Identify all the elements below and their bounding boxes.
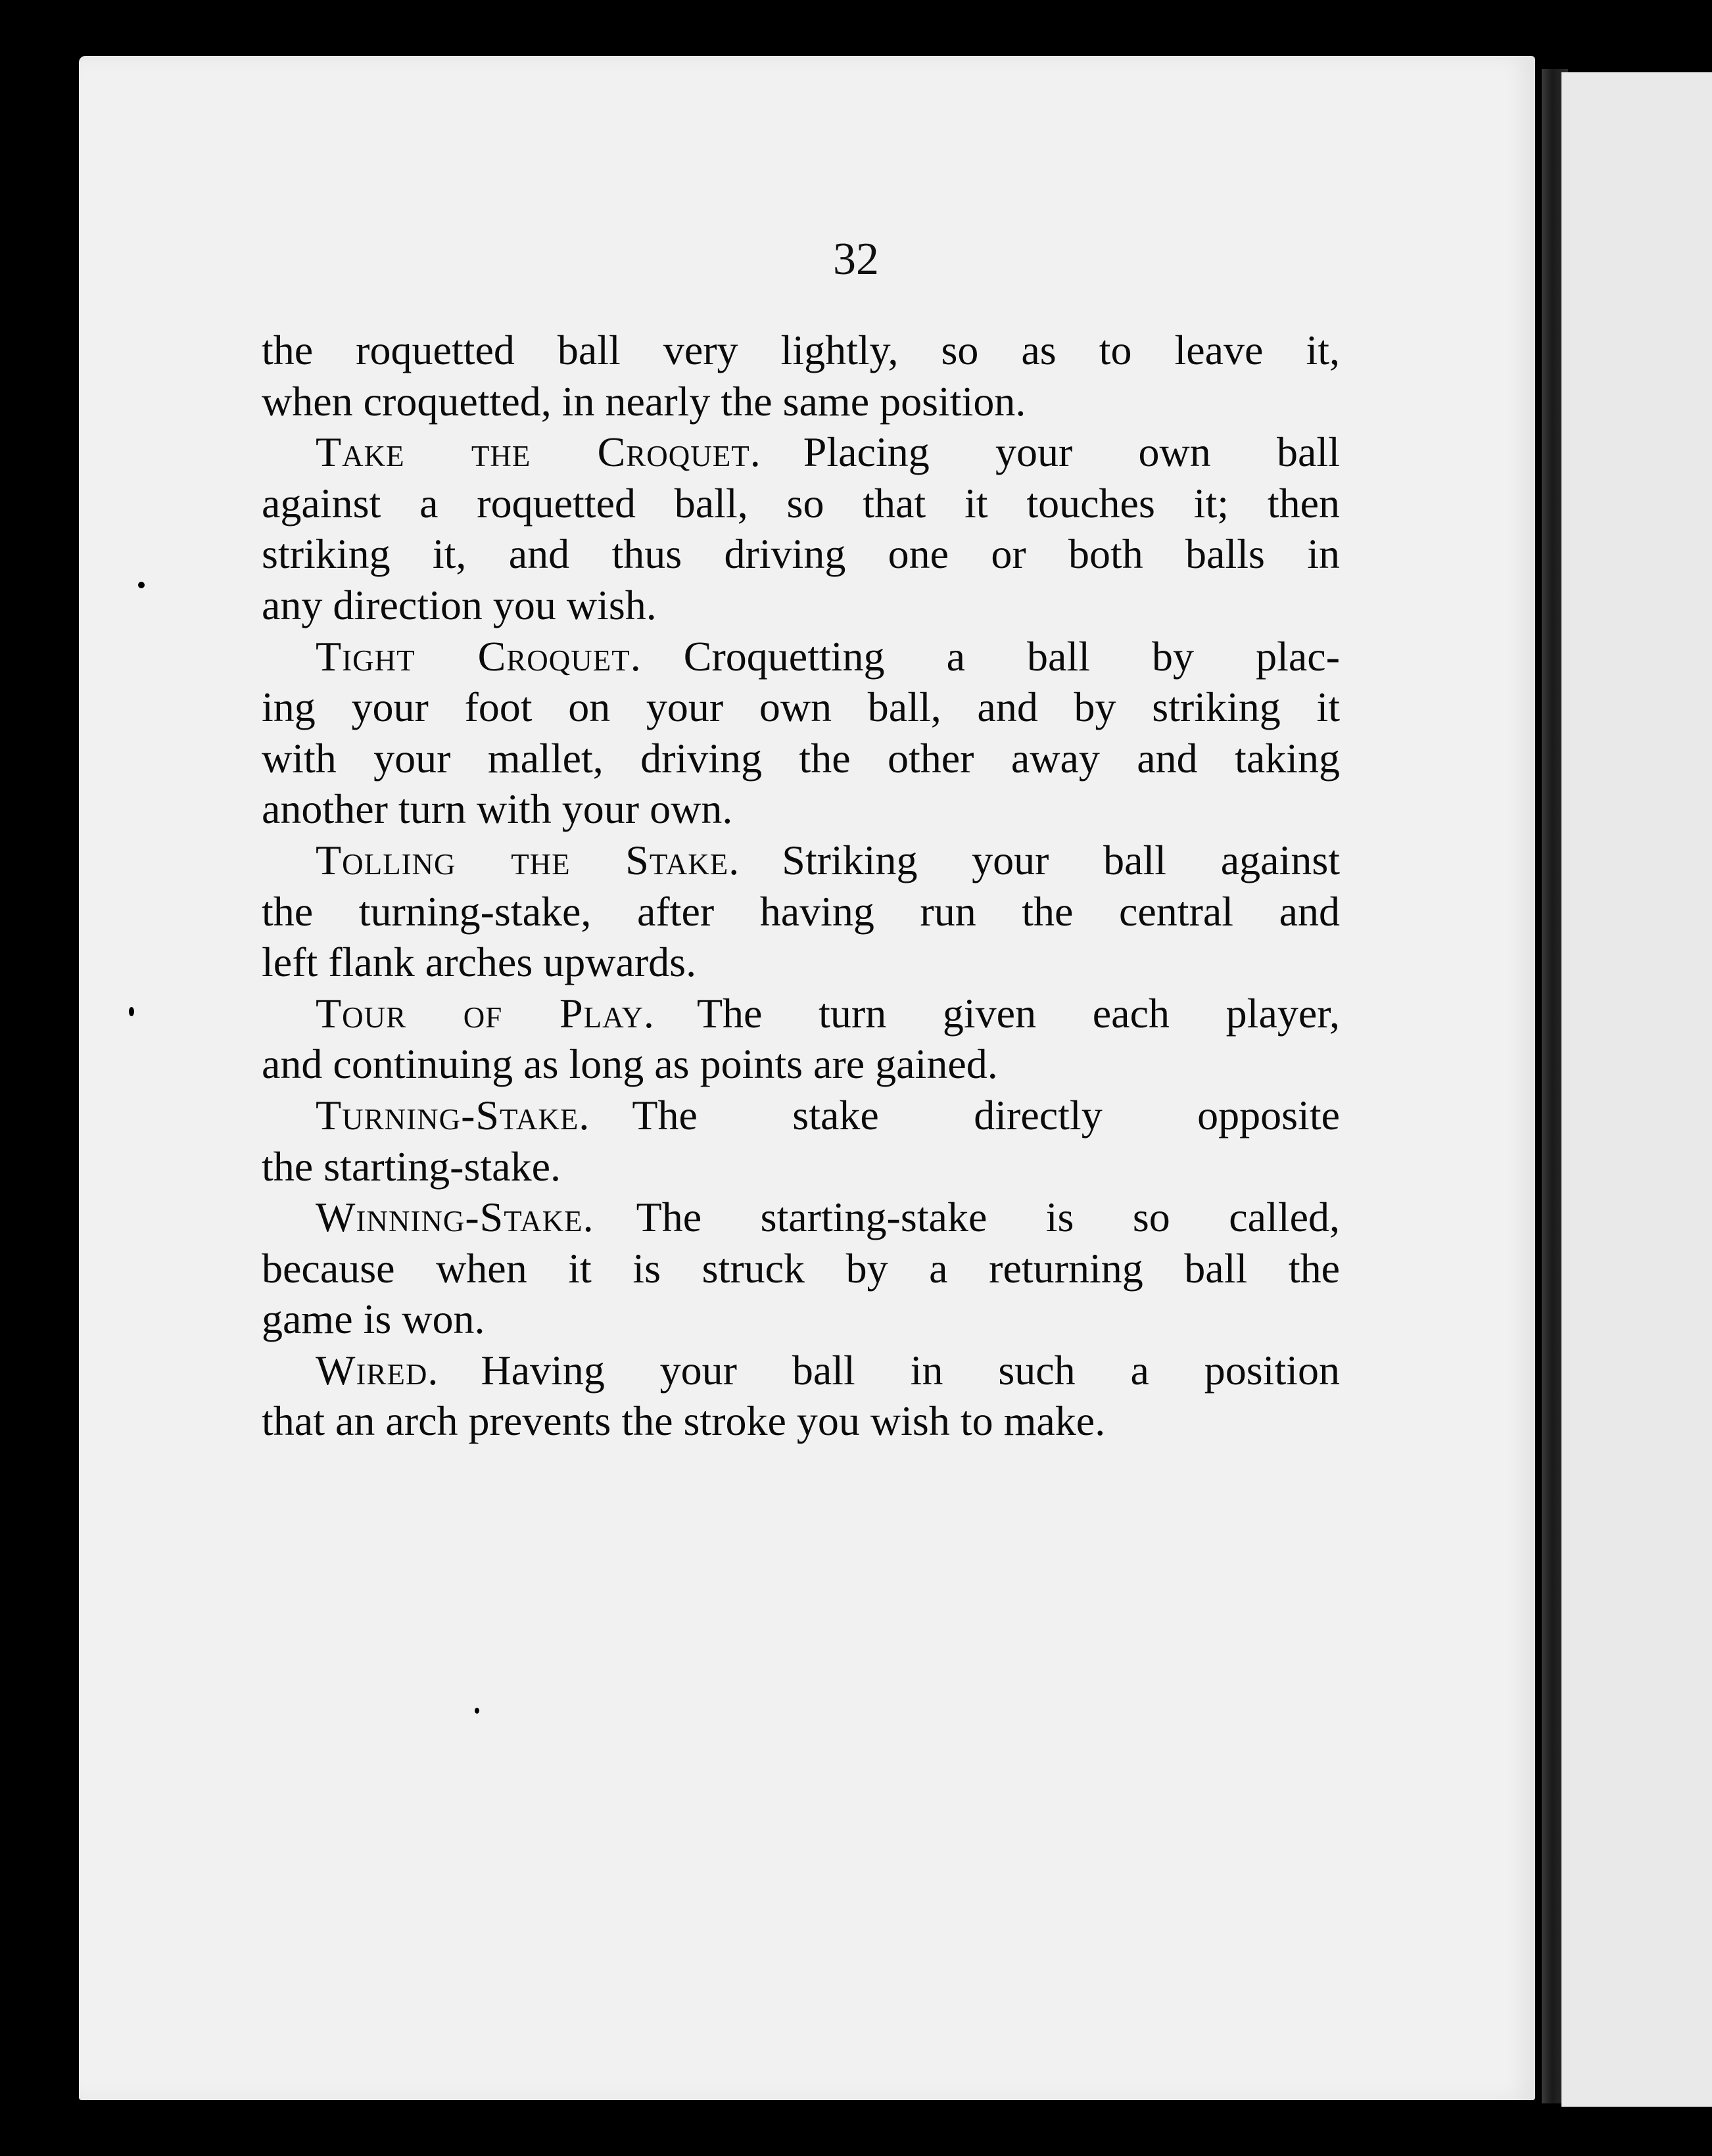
text-line — [262, 478, 1340, 529]
line-text: striking it, and thus driving one or both balls in — [262, 530, 1340, 578]
text-line — [262, 376, 1340, 427]
line-text: The starting-stake is so called, — [636, 1194, 1340, 1241]
glossary-entry-line — [262, 835, 1340, 886]
line-text: the turning-stake, after having run the central and — [262, 887, 1340, 935]
line-text: and continuing as long as points are gained. — [262, 1041, 998, 1088]
glossary-entry-line — [262, 1192, 1340, 1243]
facing-page-edge — [1561, 72, 1712, 2107]
glossary-entry-line — [262, 988, 1340, 1039]
text-line — [262, 886, 1340, 937]
line-text: Striking your ball against — [782, 836, 1340, 883]
line-text: ing your foot on your own ball, and by striking it — [262, 684, 1340, 731]
text-line — [262, 784, 1340, 835]
scan-speck — [475, 1708, 479, 1714]
line-text: because when it is struck by a returning ball the — [262, 1244, 1340, 1292]
text-line — [262, 1294, 1340, 1345]
text-line — [262, 580, 1340, 631]
glossary-term: Winning-Stake. — [316, 1194, 594, 1241]
line-text: Having your ball in such a position — [481, 1346, 1340, 1394]
text-line — [262, 682, 1340, 733]
text-line — [262, 528, 1340, 580]
text-line — [262, 1243, 1340, 1294]
glossary-term: Tour of Play. — [316, 989, 655, 1037]
line-text: The turn given each player, — [696, 989, 1340, 1037]
line-text: Placing your own ball — [803, 429, 1340, 476]
line-text: with your mallet, driving the other away and taking — [262, 734, 1340, 782]
text-line — [262, 325, 1340, 376]
glossary-term: Turning-Stake. — [316, 1091, 590, 1138]
text-line — [262, 1395, 1340, 1447]
line-text: the starting-stake. — [262, 1142, 561, 1190]
scan-speck — [129, 1007, 134, 1016]
text-line — [262, 733, 1340, 784]
glossary-entry-line — [262, 1345, 1340, 1396]
line-text: game is won. — [262, 1296, 485, 1343]
line-text: any direction you wish. — [262, 581, 657, 628]
line-text: the roquetted ball very lightly, so as to leave it, — [262, 327, 1340, 373]
glossary-term: Tight Croquet. — [316, 632, 642, 680]
line-text: Croquetting a ball by plac- — [683, 632, 1340, 680]
glossary-term: Take the Croquet. — [316, 429, 761, 476]
glossary-term: Tolling the Stake. — [316, 836, 740, 883]
text-line — [262, 937, 1340, 988]
glossary-text — [262, 325, 1340, 1447]
scan-speck — [138, 582, 145, 588]
glossary-entry-line — [262, 631, 1340, 682]
line-text: against a roquetted ball, so that it touches it; then — [262, 479, 1340, 527]
line-text: left flank arches upwards. — [262, 939, 697, 986]
page-number: 32 — [833, 234, 879, 285]
line-text: that an arch prevents the stroke you wish to make. — [262, 1397, 1106, 1445]
glossary-entry-line — [262, 427, 1340, 478]
text-line — [262, 1039, 1340, 1090]
line-text: when croquetted, in nearly the same position. — [262, 377, 1026, 425]
line-text: another turn with your own. — [262, 785, 733, 833]
line-text: The stake directly opposite — [632, 1091, 1340, 1138]
glossary-entry-line — [262, 1090, 1340, 1141]
glossary-term: Wired. — [316, 1346, 439, 1394]
text-line — [262, 1141, 1340, 1192]
